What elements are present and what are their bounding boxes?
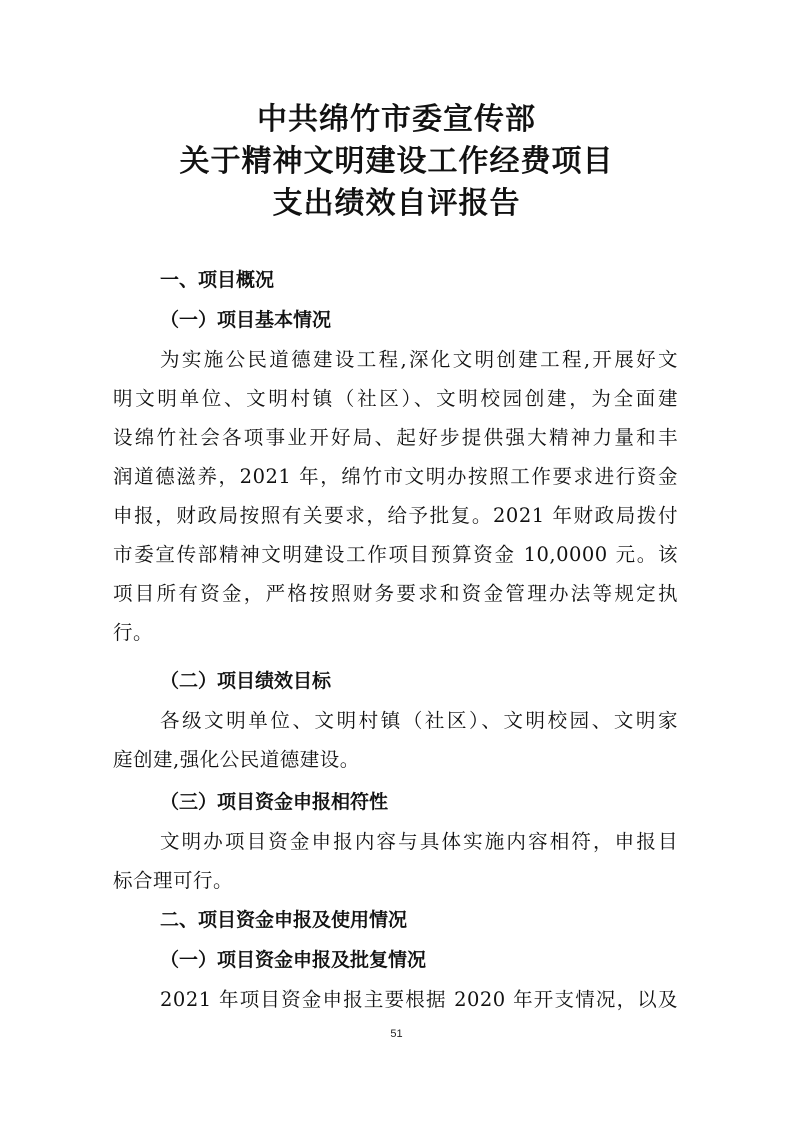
section-2-1-paragraph bbox=[113, 980, 678, 1019]
paragraph-line: 标合理可行。 bbox=[113, 869, 234, 892]
title-line-2: 关于精神文明建设工作经费项目 bbox=[179, 144, 614, 179]
paragraph-line: 文明办项目资金申报内容与具体实施内容相符，申报目 bbox=[160, 830, 678, 853]
section-1-2-paragraph bbox=[113, 701, 678, 779]
section-1-heading: 一、项目概况 bbox=[160, 269, 275, 291]
document-title bbox=[0, 100, 793, 226]
section-1-2-heading: （二）项目绩效目标 bbox=[160, 670, 332, 692]
paragraph-line: 行。 bbox=[113, 621, 154, 644]
section-1-3-paragraph bbox=[113, 822, 678, 900]
paragraph-line: 申报，财政局按照有关要求，给予批复。2021 年财政局拨付 bbox=[113, 504, 678, 527]
paragraph-line: 项目所有资金，严格按照财务要求和资金管理办法等规定执 bbox=[113, 582, 678, 605]
paragraph-line: 润道德滋养，2021 年，绵竹市文明办按照工作要求进行资金 bbox=[113, 465, 678, 488]
section-2-heading: 二、项目资金申报及使用情况 bbox=[160, 909, 408, 931]
section-1-3-heading: （三）项目资金申报相符性 bbox=[160, 791, 389, 813]
paragraph-line: 明文明单位、文明村镇（社区）、文明校园创建，为全面建 bbox=[113, 387, 678, 410]
section-1-1-heading: （一）项目基本情况 bbox=[160, 309, 332, 331]
paragraph-line: 庭创建,强化公民道德建设。 bbox=[113, 748, 360, 771]
paragraph-line: 设绵竹社会各项事业开好局、起好步提供强大精神力量和丰 bbox=[113, 426, 678, 449]
title-line-3: 支出绩效自评报告 bbox=[272, 186, 521, 221]
paragraph-line: 市委宣传部精神文明建设工作项目预算资金 10,0000 元。该 bbox=[113, 543, 678, 566]
section-2-1-heading: （一）项目资金申报及批复情况 bbox=[160, 949, 427, 971]
section-1-1-paragraph bbox=[113, 340, 678, 652]
paragraph-line: 为实施公民道德建设工程,深化文明创建工程,开展好文 bbox=[160, 348, 678, 371]
title-line-1: 中共绵竹市委宣传部 bbox=[257, 102, 536, 137]
paragraph-line: 2021 年项目资金申报主要根据 2020 年开支情况，以及 bbox=[160, 988, 678, 1011]
paragraph-line: 各级文明单位、文明村镇（社区）、文明校园、文明家 bbox=[160, 709, 678, 732]
page-number: 51 bbox=[390, 1028, 403, 1040]
